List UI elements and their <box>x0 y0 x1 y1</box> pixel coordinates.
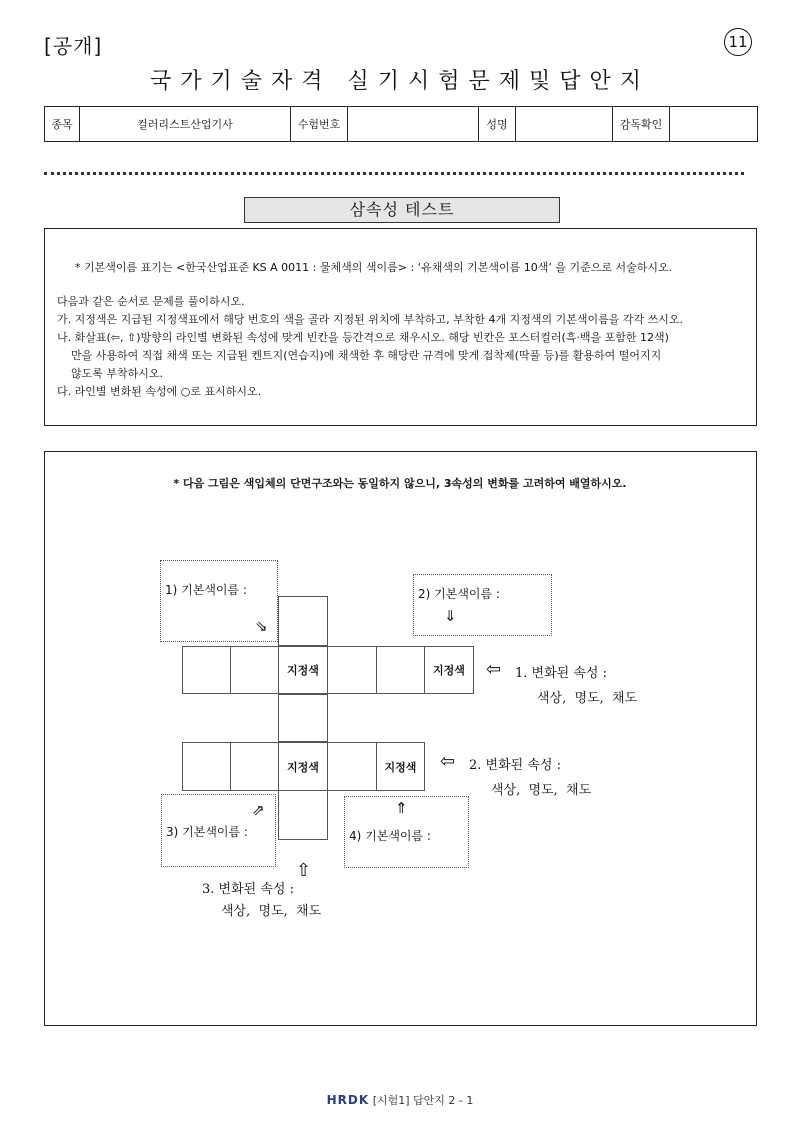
basic-color-name-box-1[interactable] <box>160 560 278 642</box>
grid-cell[interactable] <box>230 646 279 694</box>
arrow-up-icon: ⇑ <box>395 799 408 817</box>
designated-color-cell[interactable]: 지정색 <box>278 646 328 694</box>
grid-cell[interactable] <box>278 694 328 742</box>
designated-color-cell[interactable]: 지정색 <box>376 742 425 791</box>
basic-color-name-box-3[interactable] <box>161 794 276 867</box>
subject-title: 삼속성 테스트 <box>244 197 560 223</box>
instruction-line: 가. 지정색은 지급된 지정색표에서 해당 번호의 색을 골라 지정된 위치에 부착하고, 부착한 4개 지정색의 기본색이름을 각각 쓰시오. <box>57 313 683 326</box>
page-mark: 11 <box>724 28 752 56</box>
page-title: 국가기술자격 실기시험문제및답안지 <box>149 69 651 94</box>
info-label-supervisor: 감독확인 <box>613 107 670 142</box>
public-label: [공개] <box>44 34 103 58</box>
info-value-category: 컬러리스트산업기사 <box>80 107 291 142</box>
grid-cell[interactable] <box>327 646 377 694</box>
instruction-line: 나. 화살표(⇦, ⇧)방향의 라인별 변화된 속성에 맞게 빈칸을 등간격으로 채우시오. 해당 빈칸은 포스터컬러(흑·백을 포함한 12색) <box>57 331 669 344</box>
attribute-3-title: 3. 변화된 속성 : <box>202 882 294 897</box>
instructions-note: * 기본색이름 표기는 <한국산업표준 KS A 0011 : 물체색의 색이름> : ‘유채색의 기본색이름 10색’ 을 기준으로 서술하시오. <box>75 261 673 274</box>
basic-color-name-box-2[interactable] <box>413 574 552 636</box>
attribute-1-title: 1. 변화된 속성 : <box>515 666 607 681</box>
grid-cell[interactable] <box>376 646 425 694</box>
basic-color-name-label: 1) 기본색이름 : <box>165 583 247 597</box>
instruction-line: 만을 사용하여 직접 채색 또는 지급된 켄트지(연습지)에 채색한 후 해당란 규격에 맞게 접착제(딱풀 등)를 활용하여 떨어지지 <box>57 349 662 362</box>
grid-cell[interactable] <box>230 742 279 791</box>
instruction-line: 다. 라인별 변화된 속성에 ○로 표시하시오. <box>57 385 262 398</box>
arrow-left-icon: ⇦ <box>440 751 456 772</box>
work-area <box>44 451 757 1026</box>
work-note: * 다음 그림은 색입체의 단면구조와는 동일하지 않으니, 3속성의 변화를 고려하여 배열하시오. <box>173 477 627 490</box>
grid-cell[interactable] <box>327 742 377 791</box>
instruction-line: 다음과 같은 순서로 문제를 풀이하시오. <box>57 295 245 308</box>
arrow-diagonal-down-icon: ⇘ <box>255 617 268 635</box>
grid-cell[interactable] <box>182 646 231 694</box>
designated-color-cell[interactable]: 지정색 <box>424 646 474 694</box>
info-value-supervisor[interactable] <box>670 107 758 142</box>
grid-cell[interactable] <box>278 596 328 646</box>
info-value-name[interactable] <box>516 107 613 142</box>
arrow-up-icon: ⇧ <box>296 860 312 881</box>
instruction-line: 않도록 부착하시오. <box>57 367 163 380</box>
info-label-category: 종목 <box>45 107 80 142</box>
basic-color-name-label: 2) 기본색이름 : <box>418 587 500 601</box>
attribute-3-options[interactable]: 색상, 명도, 채도 <box>221 904 322 919</box>
attribute-2-title: 2. 변화된 속성 : <box>469 758 561 773</box>
arrow-left-icon: ⇦ <box>486 659 502 680</box>
info-label-exam-number: 수험번호 <box>291 107 348 142</box>
designated-color-cell[interactable]: 지정색 <box>278 742 328 791</box>
hrdk-logo: HRDK <box>326 1093 370 1107</box>
attribute-1-options[interactable]: 색상, 명도, 채도 <box>537 691 638 706</box>
grid-cell[interactable] <box>182 742 231 791</box>
info-label-name: 성명 <box>479 107 516 142</box>
basic-color-name-label: 3) 기본색이름 : <box>166 825 248 839</box>
grid-cell[interactable] <box>278 790 328 840</box>
instructions-box <box>44 228 757 426</box>
dotted-divider <box>44 172 744 175</box>
footer <box>0 1092 800 1108</box>
attribute-2-options[interactable]: 색상, 명도, 채도 <box>491 783 592 798</box>
basic-color-name-label: 4) 기본색이름 : <box>349 829 431 843</box>
footer-text: [시험1] 답안지 2 - 1 <box>372 1094 474 1107</box>
basic-color-name-box-4[interactable] <box>344 796 469 868</box>
info-table <box>44 106 758 142</box>
info-value-exam-number[interactable] <box>348 107 479 142</box>
arrow-diagonal-up-icon: ⇗ <box>252 801 265 819</box>
arrow-down-icon: ⇓ <box>444 607 457 625</box>
